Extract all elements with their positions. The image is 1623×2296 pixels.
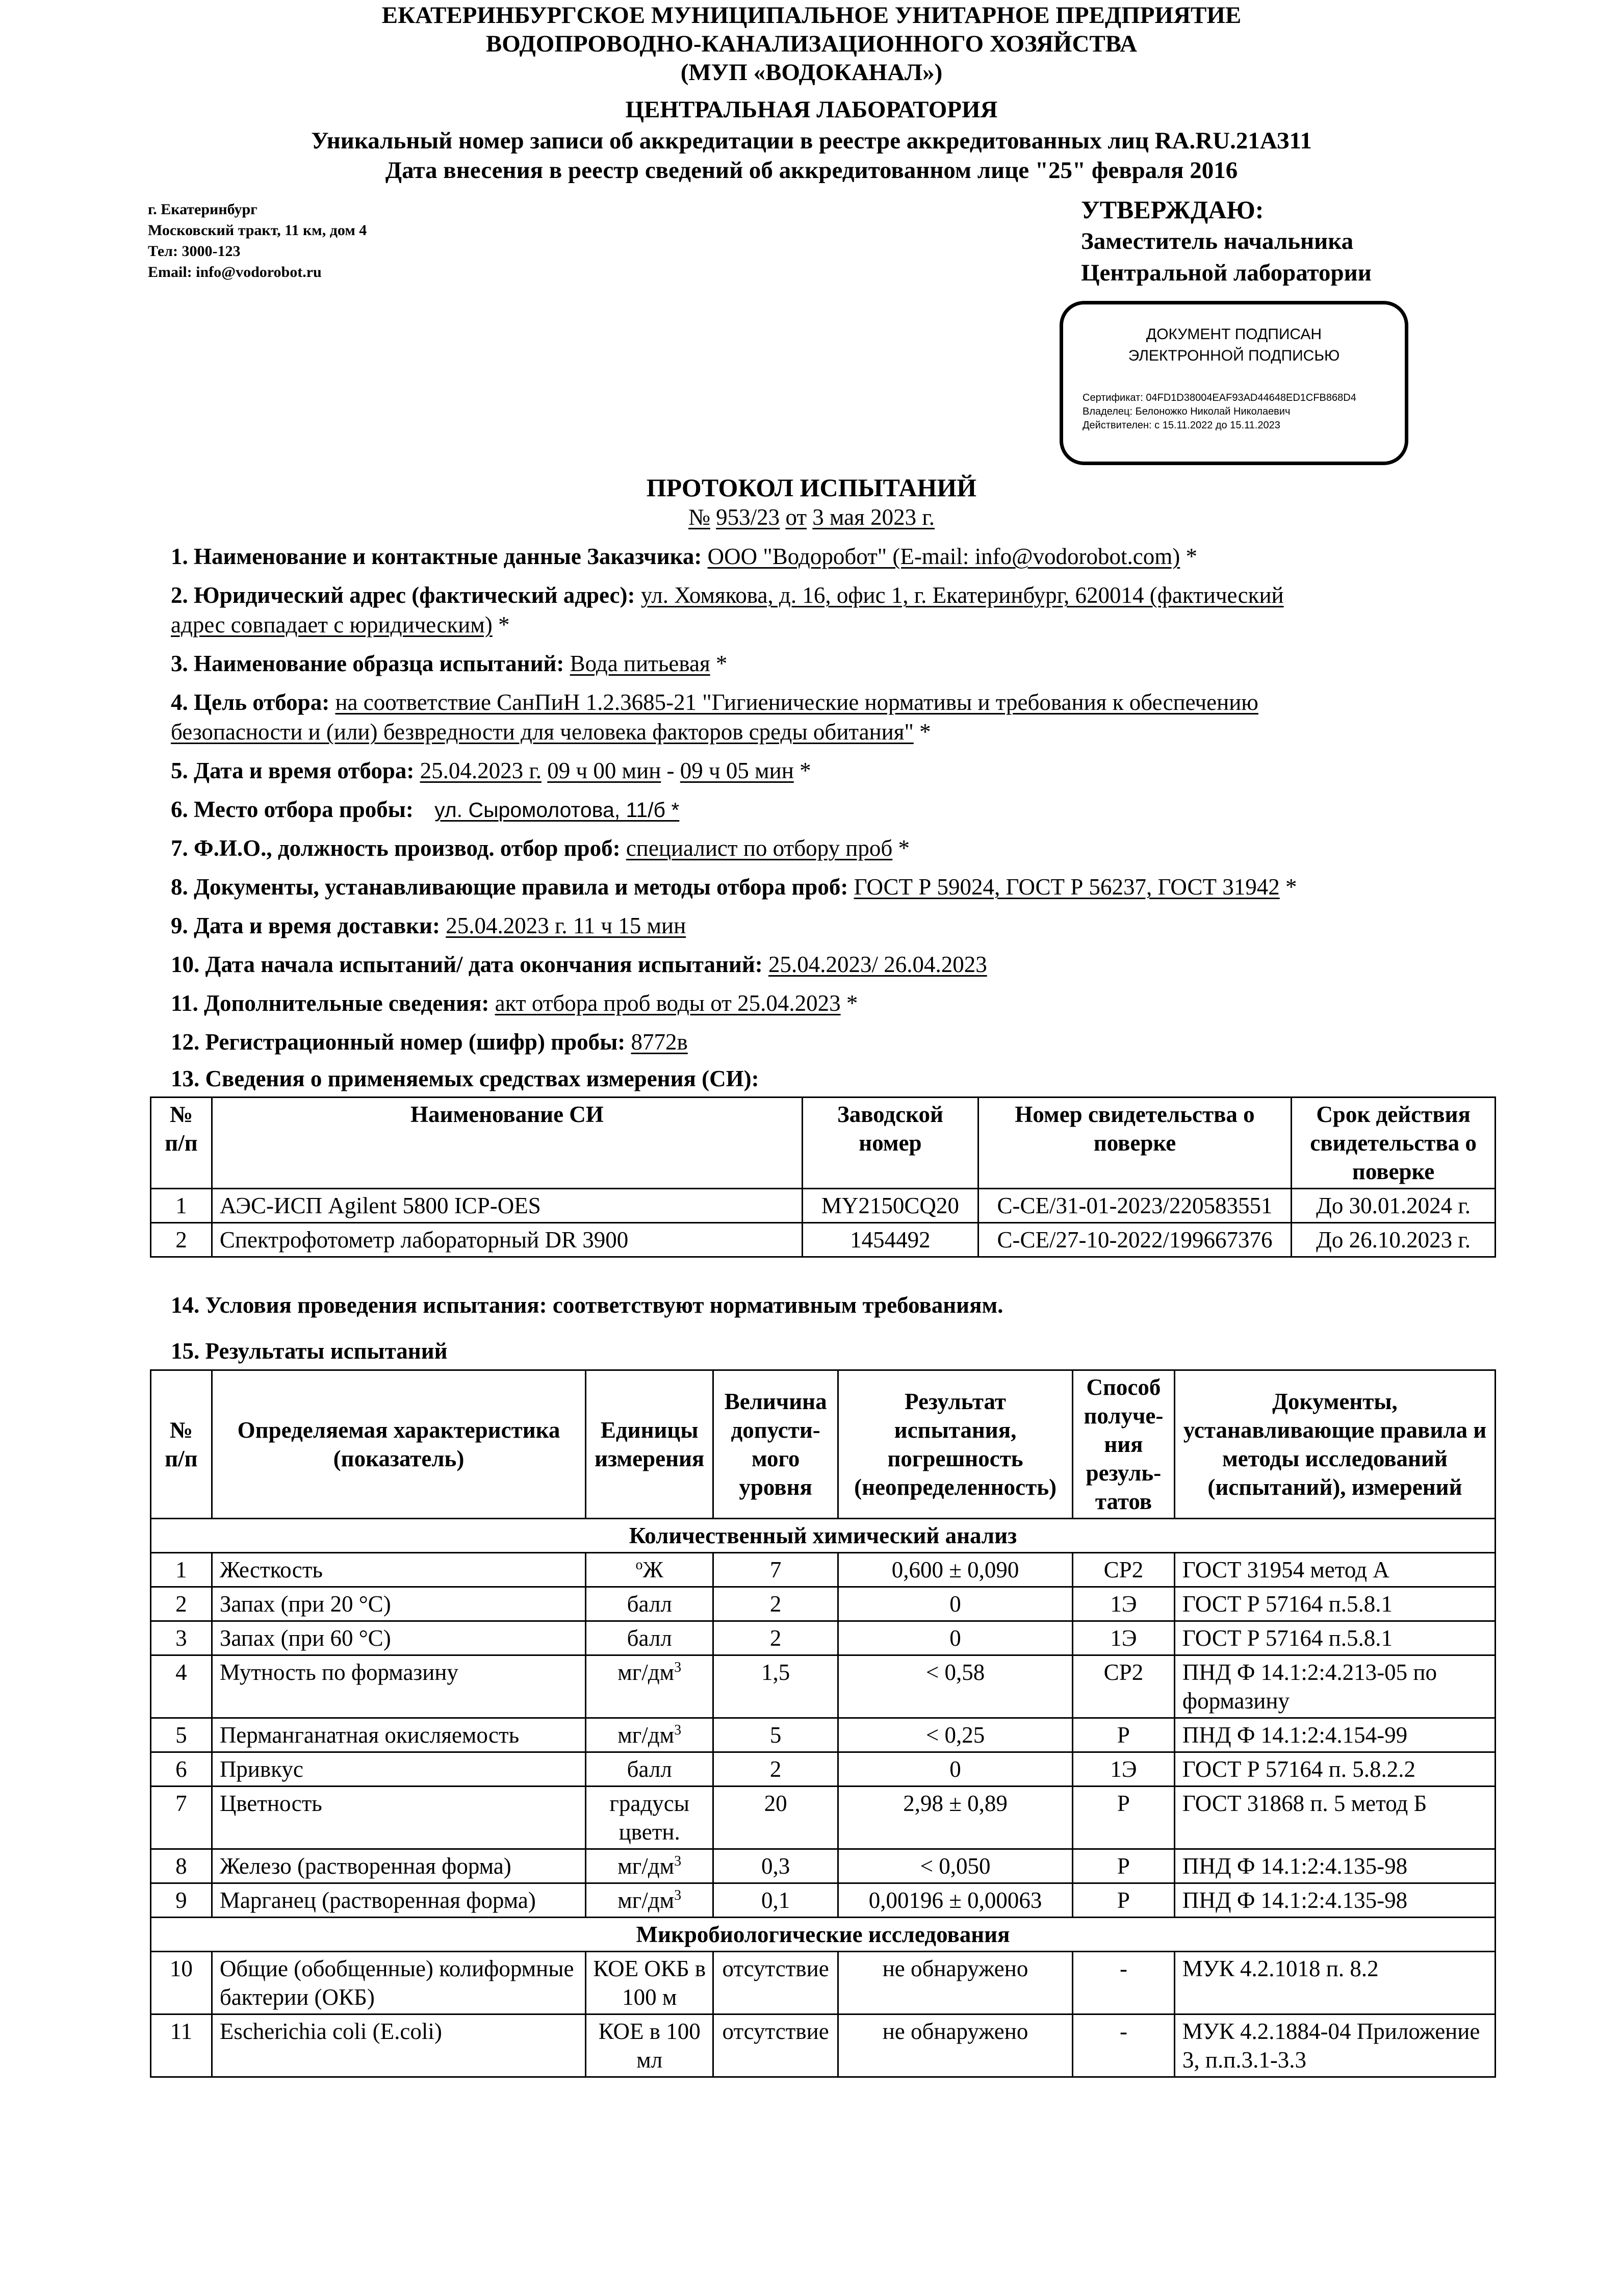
cell: < 0,58: [838, 1655, 1073, 1718]
item-9-value: 25.04.2023 г. 11 ч 15 мин: [446, 913, 686, 938]
item-8-value: ГОСТ Р 59024, ГОСТ Р 56237, ГОСТ 31942: [854, 874, 1280, 900]
cell: ГОСТ 31868 п. 5 метод Б: [1174, 1787, 1495, 1849]
item-5-label: 5. Дата и время отбора:: [171, 758, 415, 783]
cell: балл: [586, 1621, 713, 1655]
cell: 1: [151, 1553, 212, 1587]
cell: градусы цветн.: [586, 1787, 713, 1849]
col-header-serial: Заводской номер: [802, 1098, 978, 1189]
item-4-value-a: на соответствие СанПиН 1.2.3685-21 "Гигиенические нормативы и требования к обеспечению: [335, 690, 1258, 715]
item-8-label: 8. Документы, устанавливающие правила и методы отбора проб:: [171, 874, 848, 900]
cell: [586, 1553, 713, 1587]
cell: [586, 1883, 713, 1918]
cell: Запах (при 60 °С): [212, 1621, 585, 1655]
org-name-line3: (МУП «ВОДОКАНАЛ»): [680, 59, 943, 86]
col-header-documents: Документы, устанавливающие правила и методы исследований (испытаний), измерений: [1174, 1370, 1495, 1519]
cell: 0,1: [713, 1883, 838, 1918]
results-table: [150, 1369, 1496, 2078]
cell: 11: [151, 2014, 212, 2077]
accreditation-number: Уникальный номер записи об аккредитации в реестре аккредитованных лиц RA.RU.21АЗ11: [311, 127, 1312, 154]
unit: мг/дм: [617, 1660, 675, 1685]
cell: Р: [1072, 1787, 1174, 1849]
approval-block: [1081, 194, 1372, 289]
accreditation-date: Дата внесения в реестр сведений об аккредитованном лице "25" февраля 2016: [385, 157, 1238, 184]
table-row: [151, 1655, 1496, 1718]
cell: 0: [838, 1587, 1073, 1621]
table-row: [151, 1849, 1496, 1883]
item-1: [171, 542, 1497, 571]
cell: 1454492: [802, 1223, 978, 1257]
col-header-units: Единицы измерения: [586, 1370, 713, 1519]
cell: СР2: [1072, 1553, 1174, 1587]
col-header-num: № п/п: [151, 1370, 212, 1519]
item-14: 14. Условия проведения испытания: соответствуют нормативным требованиям.: [171, 1292, 1003, 1318]
cell: МУК 4.2.1018 п. 8.2: [1174, 1952, 1495, 2014]
asterisk: *: [498, 612, 510, 637]
cell: -: [1072, 2014, 1174, 2077]
cell: не обнаружено: [838, 2014, 1073, 2077]
cube-sup: 3: [674, 1887, 682, 1903]
cell: 1Э: [1072, 1621, 1174, 1655]
cell: 5: [713, 1718, 838, 1752]
cell: МУК 4.2.1884-04 Приложение 3, п.п.3.1-3.3: [1174, 2014, 1495, 2077]
cell: 0,600 ± 0,090: [838, 1553, 1073, 1587]
cell: не обнаружено: [838, 1952, 1073, 2014]
asterisk: *: [898, 835, 910, 861]
table-row: [151, 1718, 1496, 1752]
col-header-validity: Срок действия свидетельства о поверке: [1292, 1098, 1496, 1189]
asterisk: *: [1186, 544, 1197, 569]
cell: 10: [151, 1952, 212, 2014]
item-7-label: 7. Ф.И.О., должность производ. отбор проб:: [171, 835, 621, 861]
table-row: [151, 1223, 1496, 1257]
address-city: г. Екатеринбург: [148, 201, 257, 218]
item-9-label: 9. Дата и время доставки:: [171, 913, 440, 938]
cell: 0: [838, 1752, 1073, 1787]
col-header-characteristic: Определяемая характеристика (показатель): [212, 1370, 585, 1519]
item-2-label: 2. Юридический адрес (фактический адрес):: [171, 582, 635, 608]
cell: Железо (растворенная форма): [212, 1849, 585, 1883]
lab-name: ЦЕНТРАЛЬНАЯ ЛАБОРАТОРИЯ: [625, 96, 998, 123]
col-header-num: № п/п: [151, 1098, 212, 1189]
cell: 1,5: [713, 1655, 838, 1718]
item-12: [171, 1027, 1497, 1057]
cell: балл: [586, 1752, 713, 1787]
cell: 7: [713, 1553, 838, 1587]
cell: Мутность по формазину: [212, 1655, 585, 1718]
cell: КОЕ ОКБ в 100 м: [586, 1952, 713, 2014]
asterisk: *: [715, 651, 728, 676]
item-3: [171, 649, 1497, 678]
cell: Жесткость: [212, 1553, 585, 1587]
item-9: [171, 911, 1497, 940]
e-signature-stamp: [1060, 301, 1408, 465]
table-row: [151, 1883, 1496, 1918]
item-8: [171, 872, 1497, 902]
unit: Ж: [642, 1557, 663, 1583]
cell: 2: [713, 1587, 838, 1621]
cell: Р: [1072, 1883, 1174, 1918]
cell: ПНД Ф 14.1:2:4.213-05 по формазину: [1174, 1655, 1495, 1718]
item-12-label: 12. Регистрационный номер (шифр) пробы:: [171, 1029, 626, 1055]
item-5-separator: -: [661, 758, 680, 783]
cell: 8: [151, 1849, 212, 1883]
stamp-line1: ДОКУМЕНТ ПОДПИСАН: [1146, 326, 1322, 343]
item-3-value: Вода питьевая: [570, 651, 710, 676]
measuring-instruments-table: [150, 1096, 1496, 1258]
col-header-allowed-level: Величина допусти-мого уровня: [713, 1370, 838, 1519]
item-4-value-b: безопасности и (или) безвредности для человека факторов среды обитания": [171, 719, 914, 745]
protocol-from: от: [785, 504, 807, 530]
cell: 6: [151, 1752, 212, 1787]
item-11-label: 11. Дополнительные сведения:: [171, 990, 490, 1016]
table-row: [151, 1587, 1496, 1621]
address-email: Email: info@vodorobot.ru: [148, 264, 322, 280]
cell: 4: [151, 1655, 212, 1718]
item-11-value: акт отбора проб воды от 25.04.2023: [495, 990, 841, 1016]
cell: ПНД Ф 14.1:2:4.135-98: [1174, 1883, 1495, 1918]
col-header-certificate: Номер свидетельства о поверке: [978, 1098, 1291, 1189]
unit: мг/дм: [617, 1722, 675, 1748]
item-10: [171, 950, 1497, 979]
unit: мг/дм: [617, 1887, 675, 1913]
cell: балл: [586, 1587, 713, 1621]
protocol-date: 3 мая 2023 г.: [812, 504, 935, 530]
item-5-time-start: 09 ч 00 мин: [547, 758, 661, 783]
item-10-label: 10. Дата начала испытаний/ дата окончания испытаний:: [171, 952, 763, 977]
cell: 2: [713, 1752, 838, 1787]
cell: До 30.01.2024 г.: [1292, 1189, 1496, 1223]
table-row: [151, 1189, 1496, 1223]
item-2-value-b: адрес совпадает с юридическим): [171, 612, 493, 637]
number-sign: №: [688, 504, 710, 530]
cell: ГОСТ Р 57164 п.5.8.1: [1174, 1587, 1495, 1621]
item-5-date: 25.04.2023 г.: [420, 758, 542, 783]
cell: КОЕ в 100 мл: [586, 2014, 713, 2077]
cell: 2,98 ± 0,89: [838, 1787, 1073, 1849]
cell: ГОСТ Р 57164 п. 5.8.2.2: [1174, 1752, 1495, 1787]
cell: Марганец (растворенная форма): [212, 1883, 585, 1918]
stamp-line2: ЭЛЕКТРОННОЙ ПОДПИСЬЮ: [1128, 347, 1340, 364]
cell: 1: [151, 1189, 212, 1223]
address-street: Московский тракт, 11 км, дом 4: [148, 222, 367, 239]
item-7-value: специалист по отбору проб: [626, 835, 893, 861]
cell: [586, 1849, 713, 1883]
cell: 1Э: [1072, 1752, 1174, 1787]
table-row: [151, 1553, 1496, 1587]
org-name-line2: ВОДОПРОВОДНО-КАНАЛИЗАЦИОННОГО ХОЗЯЙСТВА: [485, 31, 1138, 57]
cell: 2: [151, 1587, 212, 1621]
table-row: [151, 1952, 1496, 2014]
cell: Спектрофотометр лабораторный DR 3900: [212, 1223, 802, 1257]
protocol-number-line: [0, 503, 1623, 531]
cell: 3: [151, 1621, 212, 1655]
item-6: [171, 795, 1497, 825]
stamp-owner: Владелец: Белоножко Николай Николаевич: [1083, 406, 1291, 417]
item-2-value-a: ул. Хомякова, д. 16, офис 1, г. Екатеринбург, 620014 (фактический: [640, 582, 1284, 608]
item-5: [171, 756, 1497, 785]
item-5-time-end: 09 ч 05 мин: [680, 758, 794, 783]
cell: ПНД Ф 14.1:2:4.135-98: [1174, 1849, 1495, 1883]
cell: 5: [151, 1718, 212, 1752]
cell: 2: [713, 1621, 838, 1655]
item-13-label: 13. Сведения о применяемых средствах измерения (СИ):: [171, 1066, 759, 1091]
cell: 2: [151, 1223, 212, 1257]
address-phone: Тел: 3000-123: [148, 243, 241, 260]
cell: ГОСТ 31954 метод А: [1174, 1553, 1495, 1587]
degree-sup: о: [635, 1557, 643, 1573]
item-1-value: ООО "Водоробот" (E-mail: info@vodorobot.com): [707, 544, 1180, 569]
cell: 0,00196 ± 0,00063: [838, 1883, 1073, 1918]
cell: До 26.10.2023 г.: [1292, 1223, 1496, 1257]
col-header-method: Способ получе-ния резуль-татов: [1072, 1370, 1174, 1519]
table-row: [151, 1621, 1496, 1655]
table-row: [151, 2014, 1496, 2077]
table-header-row: [151, 1370, 1496, 1519]
unit: мг/дм: [617, 1853, 675, 1879]
table-row: [151, 1752, 1496, 1787]
protocol-number: 953/23: [716, 504, 780, 530]
approval-position-line1: Заместитель начальника: [1081, 228, 1354, 254]
cell: отсутствие: [713, 2014, 838, 2077]
asterisk: *: [846, 990, 858, 1016]
item-11: [171, 988, 1497, 1018]
asterisk: *: [919, 719, 931, 745]
col-header-result: Результат испытания, погрешность (неопределенность): [838, 1370, 1073, 1519]
item-6-label: 6. Место отбора пробы:: [171, 797, 414, 822]
cell: АЭС-ИСП Agilent 5800 ICP-OES: [212, 1189, 802, 1223]
item-15: 15. Результаты испытаний: [171, 1338, 448, 1364]
cell: -: [1072, 1952, 1174, 2014]
item-2: [171, 580, 1497, 640]
section-title-micro: Микробиологические исследования: [151, 1918, 1496, 1952]
cell: С-СЕ/27-10-2022/199667376: [978, 1223, 1291, 1257]
cell: [586, 1655, 713, 1718]
approval-position-line2: Центральной лаборатории: [1081, 260, 1372, 286]
cell: 0: [838, 1621, 1073, 1655]
lab-address: [148, 199, 367, 283]
cell: MY2150CQ20: [802, 1189, 978, 1223]
cell: < 0,25: [838, 1718, 1073, 1752]
cell: Запах (при 20 °С): [212, 1587, 585, 1621]
section-row-micro: [151, 1918, 1496, 1952]
cell: [586, 1718, 713, 1752]
cell: Цветность: [212, 1787, 585, 1849]
cell: Перманганатная окисляемость: [212, 1718, 585, 1752]
asterisk: *: [800, 758, 811, 783]
cell: ПНД Ф 14.1:2:4.154-99: [1174, 1718, 1495, 1752]
cell: Р: [1072, 1849, 1174, 1883]
item-4: [171, 687, 1497, 747]
cell: СР2: [1072, 1655, 1174, 1718]
cell: Привкус: [212, 1752, 585, 1787]
cell: 7: [151, 1787, 212, 1849]
cell: Общие (обобщенные) колиформные бактерии (ОКБ): [212, 1952, 585, 2014]
section-row-chemical: [151, 1519, 1496, 1553]
cell: Escherichia coli (E.coli): [212, 2014, 585, 2077]
col-header-si-name: Наименование СИ: [212, 1098, 802, 1189]
cube-sup: 3: [674, 1853, 682, 1869]
stamp-certificate: Сертификат: 04FD1D38004EAF93AD44648ED1CFB868D4: [1083, 392, 1356, 403]
cell: Р: [1072, 1718, 1174, 1752]
item-7: [171, 833, 1497, 863]
org-name-line1: ЕКАТЕРИНБУРГСКОЕ МУНИЦИПАЛЬНОЕ УНИТАРНОЕ ПРЕДПРИЯТИЕ: [381, 2, 1242, 29]
cell: < 0,050: [838, 1849, 1073, 1883]
cell: 1Э: [1072, 1587, 1174, 1621]
item-10-value: 25.04.2023/ 26.04.2023: [768, 952, 987, 977]
section-title-chemical: Количественный химический анализ: [151, 1519, 1496, 1553]
item-4-label: 4. Цель отбора:: [171, 690, 330, 715]
item-3-label: 3. Наименование образца испытаний:: [171, 651, 564, 676]
asterisk: *: [1285, 874, 1297, 900]
item-1-label: 1. Наименование и контактные данные Заказчика:: [171, 544, 702, 569]
item-12-value: 8772в: [631, 1029, 688, 1055]
cell: 9: [151, 1883, 212, 1918]
cell: ГОСТ Р 57164 п.5.8.1: [1174, 1621, 1495, 1655]
cell: 0,3: [713, 1849, 838, 1883]
protocol-title: ПРОТОКОЛ ИСПЫТАНИЙ: [646, 473, 977, 502]
cube-sup: 3: [674, 1660, 682, 1675]
cell: С-СЕ/31-01-2023/220583551: [978, 1189, 1291, 1223]
item-6-value: ул. Сыромолотова, 11/б *: [434, 798, 680, 822]
stamp-validity: Действителен: с 15.11.2022 до 15.11.2023: [1083, 420, 1280, 431]
table-header-row: [151, 1098, 1496, 1189]
cell: 20: [713, 1787, 838, 1849]
cube-sup: 3: [674, 1722, 682, 1738]
table-row: [151, 1787, 1496, 1849]
approval-title: УТВЕРЖДАЮ:: [1081, 195, 1264, 224]
cell: отсутствие: [713, 1952, 838, 2014]
